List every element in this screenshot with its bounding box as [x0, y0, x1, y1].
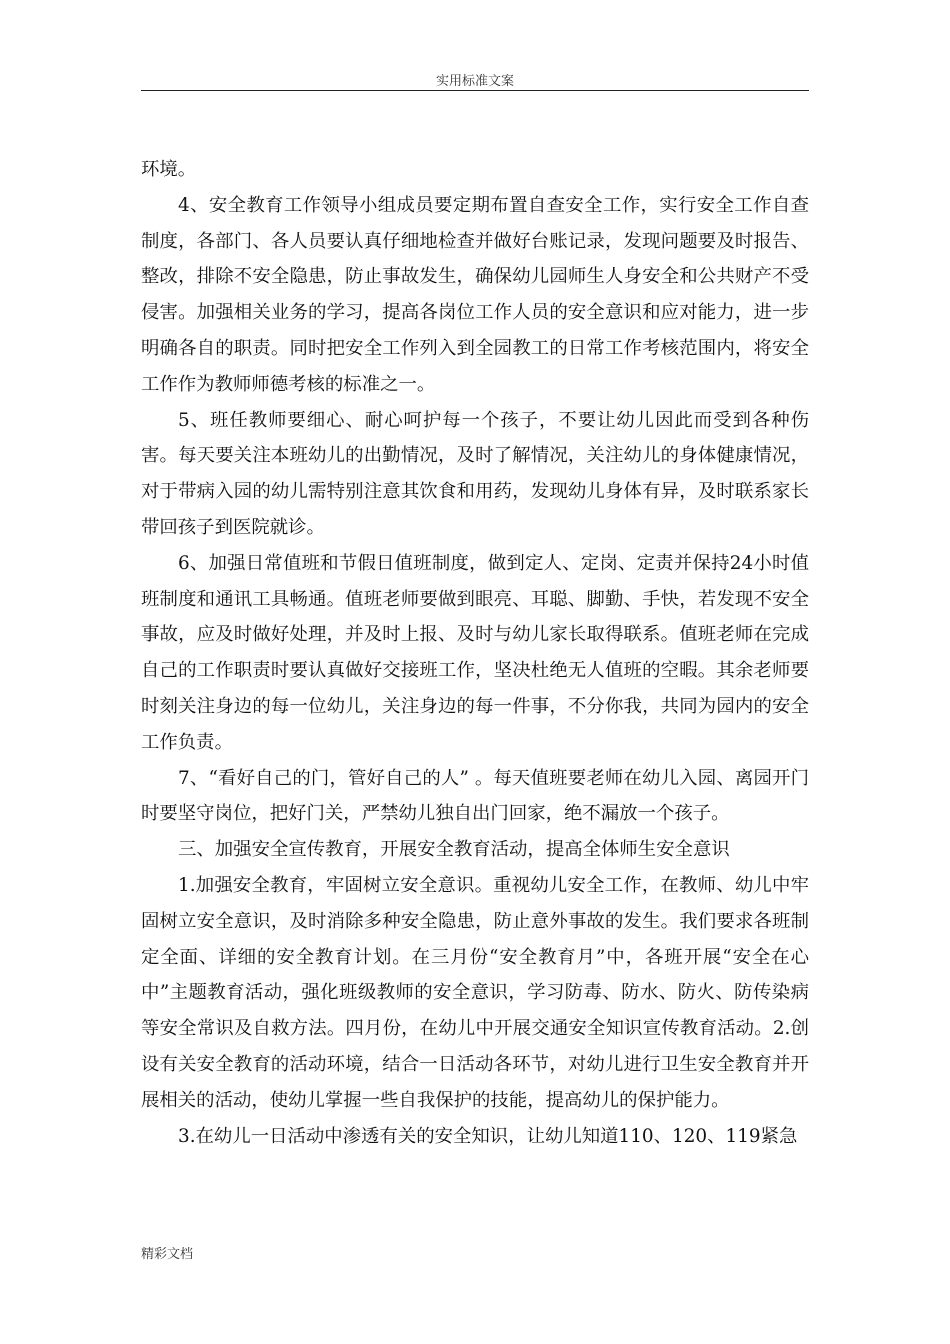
document-body	[141, 152, 809, 1154]
paragraph-item-6: 6、加强日常值班和节假日值班制度，做到定人、定岗、定责并保持24小时值班制度和通讯工具畅通。值班老师要做到眼亮、耳聪、脚勤、手快，若发现不安全事故，应及时做好处理，并及时上报、及时与幼儿家长取得联系。值班老师在完成自己的工作职责时要认真做好交接班工作，坚决杜绝无人值班的空暇。其余老师要时刻关注身边的每一位幼儿，关注身边的每一件事，不分你我，共同为园内的安全工作负责。	[141, 552, 809, 753]
paragraph-item-4: 4、安全教育工作领导小组成员要定期布置自查安全工作，实行安全工作自查制度，各部门、各人员要认真仔细地检查并做好台账记录，发现问题要及时报告、整改，排除不安全隐患，防止事故发生，确保幼儿园师生人身安全和公共财产不受侵害。加强相关业务的学习，提高各岗位工作人员的安全意识和应对能力，进一步明确各自的职责。同时把安全工作列入到全园教工的日常工作考核范围内，将安全工作作为教师师德考核的标准之一。	[141, 194, 809, 395]
paragraph-item-7: 7、“看好自己的门，管好自己的人” 。每天值班要老师在幼儿入园、离园开门时要坚守岗位，把好门关，严禁幼儿独自出门回家，绝不漏放一个孩子。	[141, 767, 809, 825]
header-title: 实用标准文案	[435, 74, 514, 89]
paragraph-section-3-item-1: 1.加强安全教育，牢固树立安全意识。重视幼儿安全工作，在教师、幼儿中牢固树立安全意识，及时消除多种安全隐患，防止意外事故的发生。我们要求各班制定全面、详细的安全教育计划。在三月份“安全教育月”中，各班开展“安全在心中”主题教育活动，强化班级教师的安全意识，学习防毒、防水、防火、防传染病等安全常识及自救方法。四月份，在幼儿中开展交通安全知识宣传教育活动。2.创设有关安全教育的活动环境，结合一日活动各环节，对幼儿进行卫生安全教育并开展相关的活动，使幼儿掌握一些自我保护的技能，提高幼儿的保护能力。	[141, 874, 809, 1111]
footer-label: 精彩文档	[141, 1247, 194, 1262]
page-footer	[141, 1246, 193, 1264]
section-heading-3: 三、加强安全宣传教育，开展安全教育活动，提高全体师生安全意识	[178, 839, 730, 861]
page-header	[141, 70, 809, 91]
paragraph-continuation: 环境。	[141, 159, 197, 180]
paragraph-section-3-item-3: 3.在幼儿一日活动中渗透有关的安全知识，让幼儿知道110、120、119紧急	[178, 1125, 798, 1147]
paragraph-item-5: 5、班任教师要细心、耐心呵护每一个孩子，不要让幼儿因此而受到各种伤害。每天要关注本班幼儿的出勤情况，及时了解情况，关注幼儿的身体健康情况，对于带病入园的幼儿需特别注意其饮食和用药，发现幼儿身体有异，及时联系家长带回孩子到医院就诊。	[141, 409, 809, 538]
